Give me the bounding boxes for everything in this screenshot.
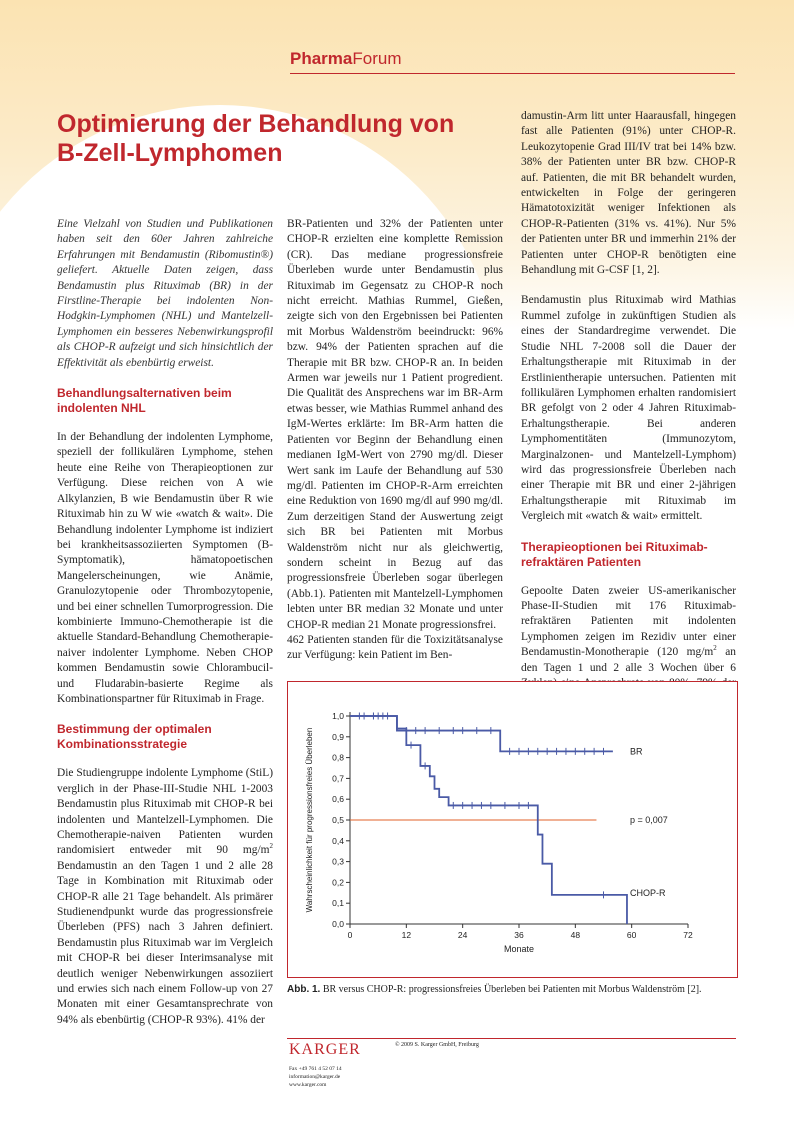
brand-regular: Forum bbox=[352, 49, 402, 68]
figure-caption bbox=[287, 983, 747, 996]
x-axis-label: Monate bbox=[503, 944, 535, 954]
x-tick-label: 48 bbox=[570, 930, 581, 940]
heading-kombinationsstrategie: Bestimmung der optimalen Kombinationsstrategie bbox=[57, 722, 212, 752]
series-label-br: BR bbox=[630, 746, 643, 757]
heading-therapieoptionen: Therapieoptionen bei Rituximab-refraktären Patienten bbox=[521, 539, 708, 569]
y-tick-label: 0,6 bbox=[332, 794, 344, 805]
contact-block bbox=[289, 1065, 342, 1089]
paragraph-refractory: Gepoolte Daten zweier US-amerikanischer Phase-II-Studien mit 176 Rituximab-refraktären Patienten mit indolenten Lymphomen zeigen im Rezidiv unter einer Bendamustin-Monotherapie (120 $mg/m^2$ an den Tagen 1 und 2 alle 3 Wochen über 6 bbox=[521, 584, 736, 674]
y-tick-label: 0,0 bbox=[332, 919, 344, 929]
heading-behandlungsalternativen: Behandlungsalternativen beim indolenten NHL bbox=[57, 386, 232, 416]
y-tick-label: 0,8 bbox=[332, 752, 344, 763]
x-tick-label: 24 bbox=[457, 930, 468, 940]
title-line-2: B-Zell-Lymphomen bbox=[57, 139, 283, 167]
series-line-br bbox=[350, 716, 613, 751]
x-tick-label: 60 bbox=[626, 930, 637, 940]
brand-bold: Pharma bbox=[290, 49, 353, 68]
copyright: © 2009 S. Karger GmbH, Freiburg bbox=[395, 1042, 479, 1048]
paragraph-future-studies: Bendamustin plus Rituximab wird Mathias Rummel zufolge in zukünftigen Studien als eines der Standardregime verwendet. Die Studie NHL 7-2008 soll die Dauer der Erhaltungstherapie mit Rituximab in der Erstlinientherapie untersuchen. Patienten mit follikulären Lymphomen erhalten randomisiert BR gefolgt von 2 oder 4 Jahren Rituximab-Erhaltungstherapie. Bei anderen Lymphomentitäten (Immunozytom, Marginalzonen- und Mantelzell-Lymphom) wird das progressionsfreie Überleben nach einer Therapie mit BR und einer 2-jährigen Erhaltungstherapie mit Rituximab im Vergleich mit «watch & wait» ermittelt. bbox=[521, 294, 736, 523]
y-tick-label: 0,3 bbox=[332, 856, 344, 867]
publisher-logo: KARGER bbox=[289, 1041, 361, 1058]
caption-label: Abb. 1. bbox=[287, 984, 321, 995]
footer-divider bbox=[287, 1038, 736, 1039]
y-tick-label: 0,1 bbox=[332, 898, 344, 909]
paragraph-alternativen: In der Behandlung der indolenten Lymphome, speziell der follikulären Lymphome, stehen heute eine Reihe von Therapieoptionen zur Verfügung. Diese reichen von A wie Alkylanzien, B wie Bendamustin über R wie Rituximab hin zu W wie «watch & wait». Die Behandlung indolenter Lymphome ist indiziert bei krankheitsassoziierten Symptomen (B-Symptomatik), hämatopoetischen Mangelerscheinungen, wie Anämie, Granulozytopenie oder Thrombozytopenie, und bei einer schnellen Tumorprogression. Die kombinierte Immuno-Chemotherapie ist die aktuelle Standard-Behandlung Chemotherapie-naiver indolenter Lymphome. Neben CHOP kommen Bendamustin sowie Chlorambucil- und Fludarabin-basierte Regime als Kombinationspartner für Rituximab in Frage. bbox=[57, 431, 273, 705]
y-tick-label: 0,7 bbox=[332, 773, 344, 784]
paragraph-toxicity: 462 Patienten standen für die Toxizitätsanalyse zur Verfügung: kein Patient im Ben- bbox=[287, 633, 503, 662]
caption-text: BR versus CHOP-R: progressionsfreies Überleben bei Patienten mit Morbus Waldenström [2]. bbox=[320, 984, 702, 995]
y-tick-label: 0,9 bbox=[332, 731, 344, 742]
fax: Fax +49 761 4 52 07 14 bbox=[289, 1066, 342, 1072]
paragraph-side-effects: damustin-Arm litt unter Haarausfall, hingegen fast alle Patienten (91%) unter CHOP-R. Leukozytopenie Grad III/IV trat bei 14% bzw. 38% der Patienten unter BR bzw. CHOP-R auf. Patienten, die mit BR behandelt wurden, entwickelten in Folge der geringeren Hämatotoxizität weniger Infektionen als CHOP-R-Patienten (31% vs. 41%). Nur 5% der Patienten unter BR und immerhin 21% der Patienten unter CHOP-R benötigten eine Behandlung mit G-CSF [1, 2]. bbox=[521, 110, 736, 277]
column-3 bbox=[521, 109, 736, 722]
section-brand bbox=[290, 49, 402, 69]
y-tick-label: 0,5 bbox=[332, 815, 344, 825]
x-tick-label: 72 bbox=[683, 930, 693, 940]
x-tick-label: 12 bbox=[401, 930, 412, 940]
p-value-annotation: p = 0,007 bbox=[630, 815, 668, 825]
x-tick-label: 0 bbox=[347, 930, 353, 940]
y-tick-label: 0,4 bbox=[332, 835, 344, 846]
y-axis-label: Wahrscheinlichkeit für progressionsfreies Überleben bbox=[305, 727, 314, 913]
website: www.karger.com bbox=[289, 1082, 327, 1088]
email: information@karger.de bbox=[289, 1074, 341, 1080]
x-tick-label: 36 bbox=[514, 930, 524, 940]
title-line-1: Optimierung der Behandlung von bbox=[57, 110, 455, 138]
brand-divider bbox=[290, 73, 735, 74]
y-tick-label: 1,0 bbox=[332, 711, 344, 721]
survival-chart bbox=[288, 682, 737, 977]
paragraph-bestimmung: Die Studiengruppe indolente Lymphome (StiL) verglich in der Phase-III-Studie NHL 1-2003 Bendamustin plus Rituximab mit CHOP-R bei indolenten und Mantelzell-Lymphomen. Die Chemotherapie-naiven Patienten wurden randomisiert entweder mit 90 $mg/m^2$ Bendamustin an den Tagen 1 und 2 alle 28 Tage in Kombination mit Rituximab oder CHOP-R alle 21 Tage behandelt. Als primärer Studienendpunkt wurde das progressionsfreie Überleben (PFS) nach 3 Jahren definiert. Bendamustin plus Rituximab war im Vergleich mit CHOP-R bei dieser Interimsanalyse mit deutlich weniger Nebenwirkungen assoziiert und erwies sich nach einem Follow-up von 27 Monaten mit einer Gesamtansprechrate von 94% als ebenbürtig (CHOP-R 93%). 41% der bbox=[57, 767, 273, 1026]
paragraph-results: BR-Patienten und 32% der Patienten unter CHOP-R erzielten eine komplette Remission (CR). Das mediane progressionsfreie Überleben wurde unter Bendamustin plus Rituximab im Gegensatz zu CHOP-R noch nicht erreicht. Mathias Rummel, Gießen, zeigte sich von den Ergebnissen bei Patienten mit Morbus Waldenström beeindruckt: 96% bzw. 94% der Patienten sprachen auf die Therapie mit BR bzw. CHOP-R an. In beiden Armen war jeweils nur 1 Patient progredient. Die Qualität des Ansprechens war im BR-Arm etwas besser, wie Mathias Rummel anhand des IgM-Wertes erklärte: Im BR-Arm hatten die Patienten vor Beginn der Behandlung einen medianen IgM-Wert von 2790 mg/dl. Dieser Wert sank im Laufe der Behandlung auf 530 mg/dl. Patienten im CHOP-R-Arm erreichten eine Reduktion von 1690 mg/dl auf 990 mg/dl. Zum derzeitigen Stand der Auswertung zeigt sich BR bei Patienten mit Morbus Waldenström nicht nur als gleichwertig, sondern scheint in Bezug auf das progressionsfreie Überleben sogar überlegen (Abb.1). Patienten mit Mantelzell-Lymphomen lebten unter BR median 32 Monate und unter CHOP-R median 21 Monate progressionsfrei. bbox=[287, 218, 503, 631]
intro-paragraph: Eine Vielzahl von Studien und Publikationen haben seit den 60er Jahren zahlreiche Erfahrungen mit Bendamustin (Ribomustin®) geliefert. Aktuelle Daten zeigen, dass Bendamustin plus Rituximab (BR) in der Firstline-Therapie bei indolenten Non-Hodgkin-Lymphomen (NHL) und Mantelzell-Lymphomen ein besseres Nebenwirkungsprofil als CHOP-R aufzeigt und sich hinsichtlich der Effektivität als ebenbürtig erweist. bbox=[57, 218, 273, 369]
y-tick-label: 0,2 bbox=[332, 877, 344, 888]
figure-frame bbox=[287, 681, 738, 978]
article-title bbox=[57, 110, 517, 168]
series-label-chop-r: CHOP-R bbox=[630, 887, 666, 898]
column-1 bbox=[57, 217, 273, 1028]
column-2 bbox=[287, 217, 503, 664]
